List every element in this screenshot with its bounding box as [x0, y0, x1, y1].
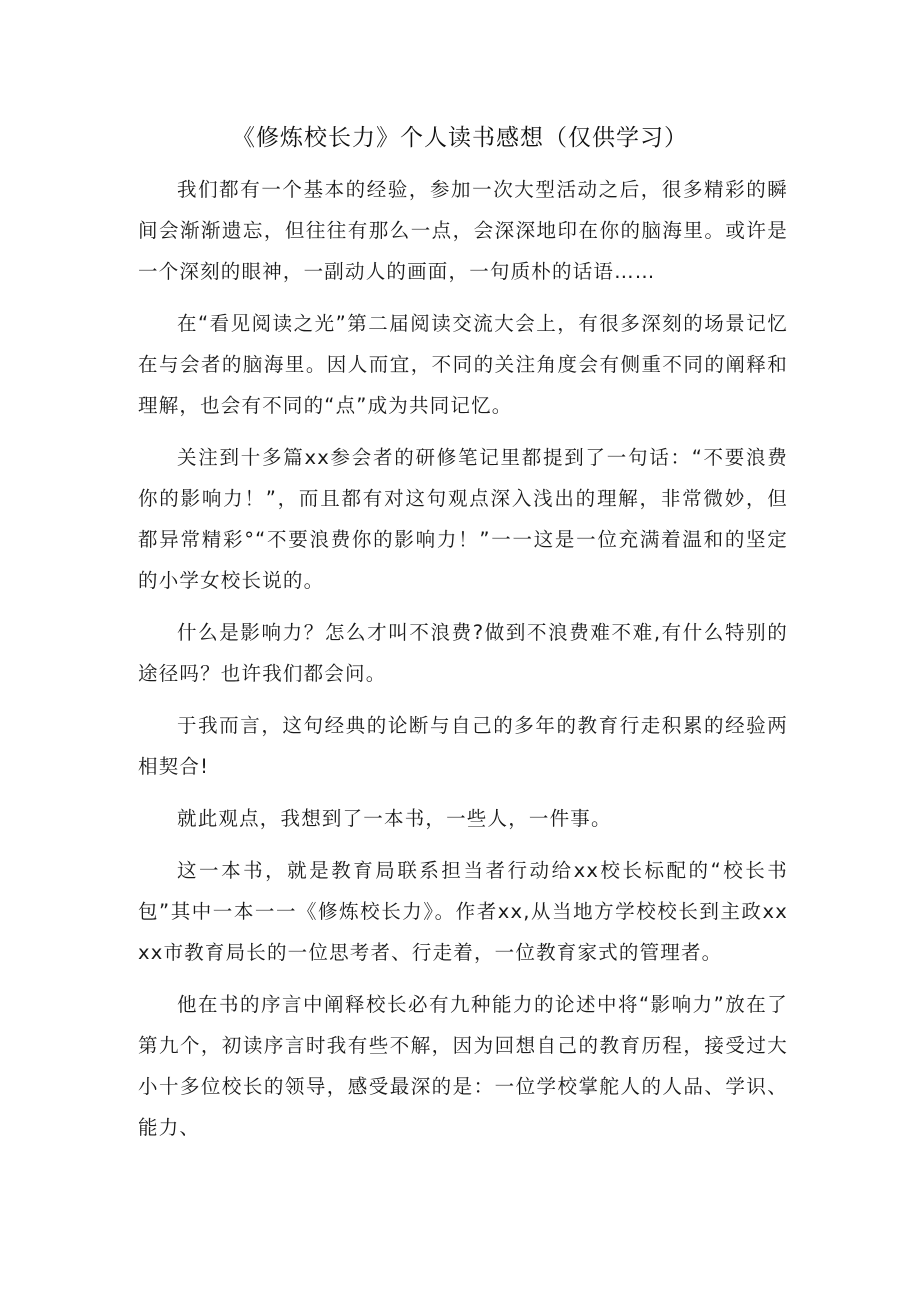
- paragraph-3: 关注到十多篇xx参会者的研修笔记里都提到了一句话：“不要浪费你的影响力！”，而且都有对这句观点深入浅出的理解，非常微妙，但都异常精彩°“不要浪费你的影响力！”一一这是一位充满着温和的坚定的小学女校长说的。: [138, 446, 788, 592]
- paragraph-2: 在“看见阅读之光”第二届阅读交流大会上，有很多深刻的场景记忆在与会者的脑海里。因人而宜，不同的关注角度会有侧重不同的阐释和理解，也会有不同的“点”成为共同记忆。: [138, 312, 788, 417]
- paragraph-8: 他在书的序言中阐释校长必有九种能力的论述中将“影响力”放在了第九个，初读序言时我有些不解，因为回想自己的教育历程，接受过大小十多位校长的领导，感受最深的是：一位学校掌舵人的人品、学识、能力、: [138, 993, 788, 1139]
- document-title: 《修炼校长力》个人读书感想（仅供学习）: [232, 125, 688, 151]
- paragraph-1: 我们都有一个基本的经验，参加一次大型活动之后，很多精彩的瞬间会渐渐遗忘，但往往有那么一点，会深深地印在你的脑海里。或许是一个深刻的眼神，一副动人的画面，一句质朴的话语……: [138, 178, 788, 283]
- paragraph-6: 就此观点，我想到了一本书，一些人，一件事。: [177, 807, 612, 830]
- paragraph-5: 于我而言，这句经典的论断与自己的多年的教育行走积累的经验两相契合!: [138, 714, 788, 778]
- paragraph-7: 这一本书，就是教育局联系担当者行动给xx校长标配的“校长书包”其中一本一一《修炼校长力》。作者xx,从当地方学校校长到主政xxxx市教育局长的一位思考者、行走着，一位教育家式的管理者。: [138, 859, 788, 964]
- document-body: [138, 169, 788, 1159]
- paragraph-4: 什么是影响力？怎么才叫不浪费?做到不浪费难不难,有什么特别的途径吗？也许我们都会问。: [138, 621, 788, 685]
